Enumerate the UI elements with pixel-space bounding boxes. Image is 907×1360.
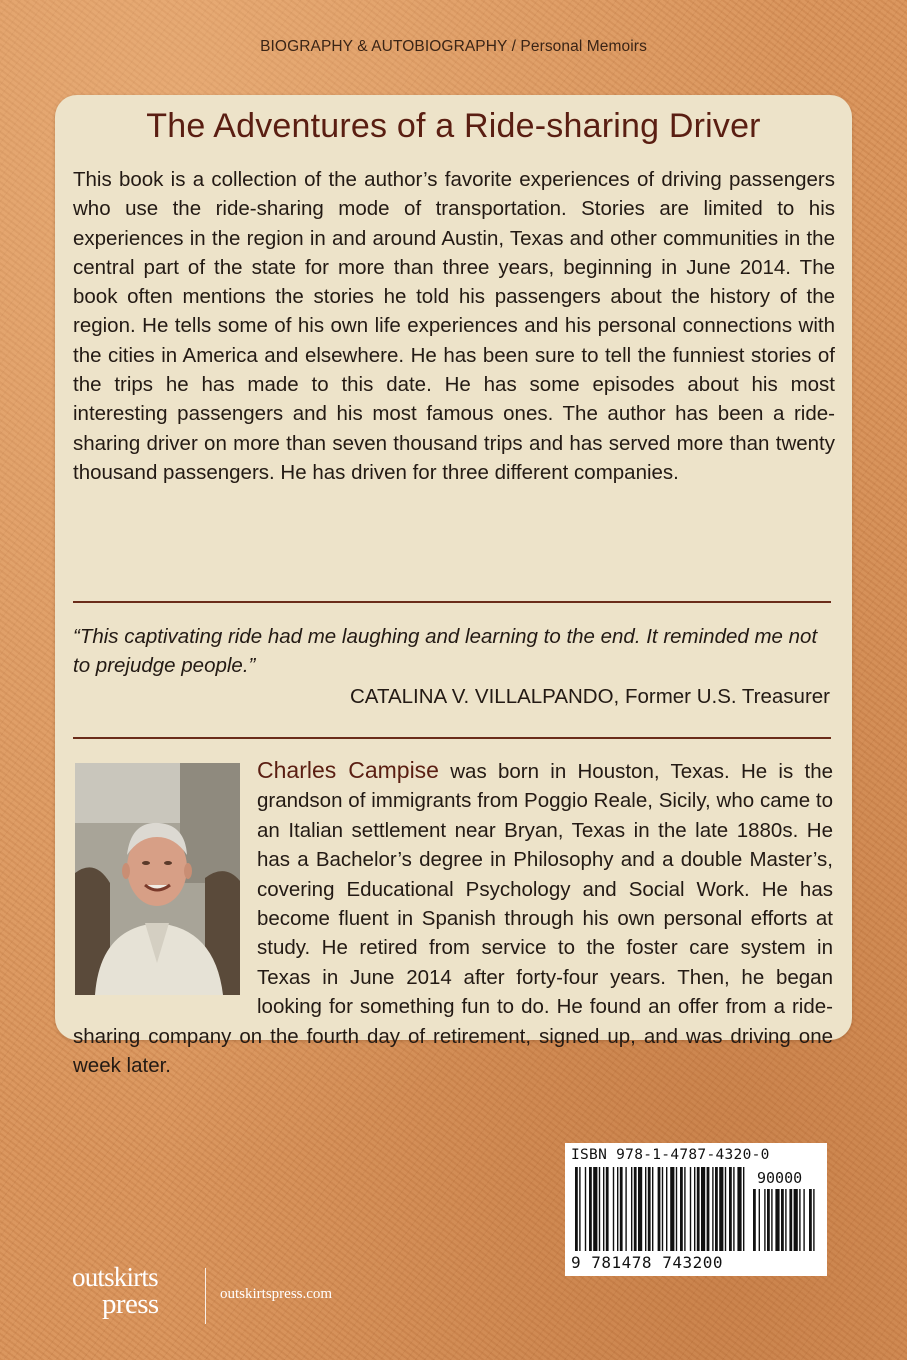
isbn-digits: 9 781478 743200 — [571, 1253, 723, 1272]
publisher-logo-line2: press — [102, 1288, 159, 1320]
barcode-bar — [712, 1167, 713, 1251]
barcode-addon-bar — [759, 1189, 760, 1251]
barcode-addon-bar — [789, 1189, 792, 1251]
author-bio-text: was born in Houston, Texas. He is the grandson of immigrants from Poggio Reale, Sicily, who came to an Italian settlement near Bryan, Texas in the late 1880s. He has a Bachelor’s degree in Philosophy and a double Master’s, covering Educational Psychology and Social Work. He has become fluent in Spanish through his own personal efforts at study. He retired from service to the foster care system in Texas in June 2014 after forty-four years. Then, he began looking for something fun to do. He found an offer from a ride-sharing company on the fourth day of retirement, signed up, and was driving one week later. — [73, 760, 833, 1078]
isbn-addon: 90000 — [757, 1169, 803, 1187]
book-title: The Adventures of a Ride-sharing Driver — [146, 107, 761, 145]
barcode-addon-bar — [764, 1189, 765, 1251]
isbn-label: ISBN 978-1-4787-4320-0 — [571, 1147, 770, 1163]
barcode-addon-bar — [771, 1189, 772, 1251]
barcode-bar — [697, 1167, 700, 1251]
barcode-bar — [658, 1167, 661, 1251]
barcode-bar — [694, 1167, 695, 1251]
barcode-addon-bar — [775, 1189, 779, 1251]
back-cover-panel — [55, 95, 852, 1078]
barcode-bar — [585, 1167, 586, 1251]
author-bio — [73, 756, 833, 1080]
publisher-divider — [205, 1268, 206, 1324]
publisher-logo — [72, 1262, 197, 1337]
barcode-bar — [707, 1167, 710, 1251]
barcode-bar — [603, 1167, 604, 1251]
publisher-url: outskirtspress.com — [220, 1286, 333, 1302]
barcode-bar — [725, 1167, 726, 1251]
barcode-bar — [701, 1167, 705, 1251]
barcode-bar — [676, 1167, 677, 1251]
barcode-bar — [737, 1167, 741, 1251]
barcode-addon-bar — [794, 1189, 798, 1251]
barcode-bar — [599, 1167, 600, 1251]
barcode-bar — [680, 1167, 683, 1251]
barcode-bar — [625, 1167, 626, 1251]
barcode-addon-bar — [785, 1189, 786, 1251]
barcode-bar — [617, 1167, 618, 1251]
barcode-bar — [645, 1167, 646, 1251]
barcode-bar — [620, 1167, 623, 1251]
barcode-bar — [715, 1167, 718, 1251]
barcode-bar — [652, 1167, 653, 1251]
barcode-bar — [666, 1167, 667, 1251]
barcode-bar — [634, 1167, 637, 1251]
barcode-addon-bar — [799, 1189, 800, 1251]
barcode-bar — [729, 1167, 732, 1251]
barcode-bar — [579, 1167, 580, 1251]
barcode-bar — [613, 1167, 614, 1251]
barcode-bar — [631, 1167, 632, 1251]
barcode-addon-bar — [753, 1189, 756, 1251]
barcode-addon-bar — [781, 1189, 784, 1251]
isbn-barcode — [565, 1143, 827, 1276]
barcode-bar — [662, 1167, 663, 1251]
book-category: BIOGRAPHY & AUTOBIOGRAPHY / Personal Memoirs — [260, 38, 647, 55]
author-name: Charles Campise — [257, 757, 439, 783]
barcode-bar — [743, 1167, 744, 1251]
barcode-addon-bar — [809, 1189, 812, 1251]
divider-top — [73, 601, 831, 603]
barcode-bar — [575, 1167, 578, 1251]
barcode-bar — [606, 1167, 609, 1251]
barcode-bar — [670, 1167, 674, 1251]
barcode-bar — [733, 1167, 734, 1251]
barcode-addon-bar — [767, 1189, 770, 1251]
barcode-bar — [593, 1167, 597, 1251]
barcode-addon-bar — [813, 1189, 814, 1251]
barcode-bar — [719, 1167, 723, 1251]
barcode-bar — [648, 1167, 651, 1251]
barcode-bar — [690, 1167, 691, 1251]
endorsement-quote: “This captivating ride had me laughing and learning to the end. It reminded me not to prejudge people.” — [73, 625, 818, 677]
book-description: This book is a collection of the author’s favorite experiences of driving passengers who use the ride-sharing mode of transportation. Stories are limited to his experiences in the region in and around Austin, Texas and other communities in the central part of the state for more than three years, beginning in June 2014. The book often mentions the stories he told his passengers about the history of the region. He tells some of his own life experiences and his personal connections with the cities in America and elsewhere. He has been sure to tell the funniest stories of the trips he has made to this date. He has some episodes about his most interesting passengers and his most famous ones. The author has been a ride-sharing driver on more than seven thousand trips and has served more than twenty thousand passengers. He has driven for three different companies. — [73, 168, 835, 484]
endorsement-attribution: CATALINA V. VILLALPANDO, Former U.S. Treasurer — [349, 685, 830, 708]
barcode-bar — [684, 1167, 685, 1251]
divider-bottom — [73, 737, 831, 739]
barcode-bar — [638, 1167, 642, 1251]
publisher-logo-line1: outskirts — [72, 1262, 158, 1292]
barcode-bar — [589, 1167, 592, 1251]
barcode-addon-bar — [803, 1189, 804, 1251]
photo-spacer — [73, 756, 257, 1016]
